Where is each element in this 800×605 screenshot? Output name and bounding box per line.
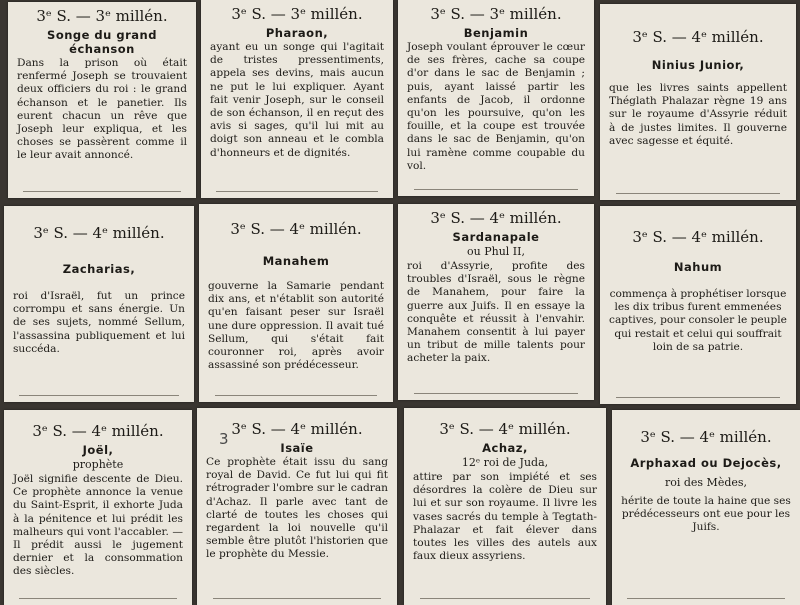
card-achaz <box>404 408 606 605</box>
card-nahum <box>600 206 796 404</box>
card-title: Manahem <box>262 254 330 268</box>
card-title: Achaz, <box>482 441 528 455</box>
card-subtitle: prophète <box>72 458 124 471</box>
card-header: 3ᵉ S. — 4ᵉ millén. <box>632 228 764 246</box>
card-header: 3ᵉ S. — 4ᵉ millén. <box>632 28 764 46</box>
card-subtitle: roi des Mèdes, <box>664 476 748 489</box>
card-zacharias <box>4 206 194 402</box>
card-text: attire par son impiété et ses désordres la colère de Dieu sur lui et sur son royaume. Il livre les vases sacrés du temple à Tegtath-Phalazar et fait élever dans toutes les villes des autels aux faux dieux assyriens. <box>413 471 597 563</box>
card-header: 3ᵉ S. — 4ᵉ millén. <box>230 220 362 238</box>
card-text: hérite de toute la haine que ses prédécesseurs ont eue pour les Juifs. <box>621 495 791 534</box>
card-benjamin <box>398 0 594 196</box>
card-text: gouverne la Samarie pendant dix ans, et n'établit son autorité qu'en faisant peser sur Israël une dure oppression. Il avait tué Sellum, qui s'était fait couronner roi, après avoir assassiné son prédécesseur. <box>208 280 384 372</box>
card-title: Arphaxad ou Dejocès, <box>630 456 782 470</box>
card-isaie <box>197 408 397 605</box>
card-text: Dans la prison où était renfermé Joseph se trouvaient deux officiers du roi : le grand échanson et le panetier. Ils eurent chacun un rêve que Joseph leur expliqua, et les choses se passèrent comme il le leur avait annoncé. <box>17 57 187 162</box>
card-header: 3ᵉ S. — 4ᵉ millén. <box>33 224 165 242</box>
card-title: Benjamin <box>463 26 529 40</box>
card-header: 3ᵉ S. — 4ᵉ millén. <box>231 420 363 438</box>
card-header: 3ᵉ S. — 4ᵉ millén. <box>430 209 562 227</box>
card-arphaxad <box>612 410 800 605</box>
card-text: commença à prophétiser lorsque les dix tribus furent emmenées captives, pour consoler le peuple qui restait et celui qui souffrait loin de sa patrie. <box>609 288 787 353</box>
card-header: 3ᵉ S. — 3ᵉ millén. <box>36 7 168 25</box>
card-header: 3ᵉ S. — 4ᵉ millén. <box>640 428 772 446</box>
card-title: Nahum <box>673 260 723 274</box>
card-subtitle: 12ᵉ roi de Juda, <box>461 456 549 469</box>
card-header: 3ᵉ S. — 4ᵉ millén. <box>32 422 164 440</box>
card-header: 3ᵉ S. — 3ᵉ millén. <box>430 5 562 23</box>
card-title: Zacharias, <box>62 262 136 276</box>
card-text: Ce prophète était issu du sang royal de David. Ce fut lui qui fit rétrograder l'ombre sur le cadran d'Achaz. Il parle avec tant de clarté de toutes les choses qui regardent la loi nouvelle qu'il semble être plutôt l'historien que le prophète du Messie. <box>206 456 388 561</box>
card-header: 3ᵉ S. — 3ᵉ millén. <box>231 5 363 23</box>
handwritten-mark: 3 <box>219 430 229 448</box>
card-joel <box>4 410 192 605</box>
card-text: roi d'Israël, fut un prince corrompu et sans énergie. Un de ses sujets, nommé Sellum, l'assassina publiquement et lui succéda. <box>13 290 185 355</box>
card-title: Sardanapale <box>452 230 540 244</box>
card-text: que les livres saints appellent Théglath Phalazar règne 19 ans sur le royaume d'Assyrie réduit à de justes limites. Il gouverne avec sagesse et équité. <box>609 82 787 147</box>
card-title: Ninius Junior, <box>651 58 745 72</box>
card-header: 3ᵉ S. — 4ᵉ millén. <box>439 420 571 438</box>
card-ninius <box>600 4 796 200</box>
card-songe <box>8 2 196 198</box>
card-text: ayant eu un songe qui l'agitait de tristes pressentiments, appela ses devins, mais aucun ne put le lui expliquer. Ayant fait venir Joseph, sur le conseil de son échanson, il en reçut des avis si sages, qu'il lui mit au doigt son anneau et le combla d'honneurs et de dignités. <box>210 41 384 159</box>
card-text: roi d'Assyrie, profite des troubles d'Israël, sous le règne de Manahem, pour faire la guerre aux Juifs. Il en essaye la conquête et réussit à l'envahir. Manahem consentit à lui payer un tribut de mille talents pour acheter la paix. <box>407 260 585 365</box>
card-text: Joseph voulant éprouver le cœur de ses frères, cache sa coupe d'or dans le sac de Benjamin ; puis, ayant laissé partir les enfants de Jacob, il ordonne qu'on les poursuive, qu'on les fouille, et la coupe est trouvée dans le sac de Benjamin, qu'on lui ramène comme coupable du vol. <box>407 41 585 172</box>
card-pharaon <box>201 0 393 198</box>
card-title: Isaïe <box>280 441 314 455</box>
card-subtitle: ou Phul II, <box>467 245 525 258</box>
card-title: Joël, <box>82 443 114 457</box>
card-title: Pharaon, <box>265 26 329 40</box>
card-text: Joël signifie descente de Dieu. Ce prophète annonce la venue du Saint-Esprit, il exhorte Juda à la pénitence et lui prédit les malheurs qui vont l'accabler. — Il prédit aussi le jugement dernier et la consommation des siècles. <box>13 473 183 578</box>
card-sardanapale <box>398 204 594 400</box>
card-manahem <box>199 204 393 402</box>
card-title: Songe du grand échanson <box>47 28 157 56</box>
